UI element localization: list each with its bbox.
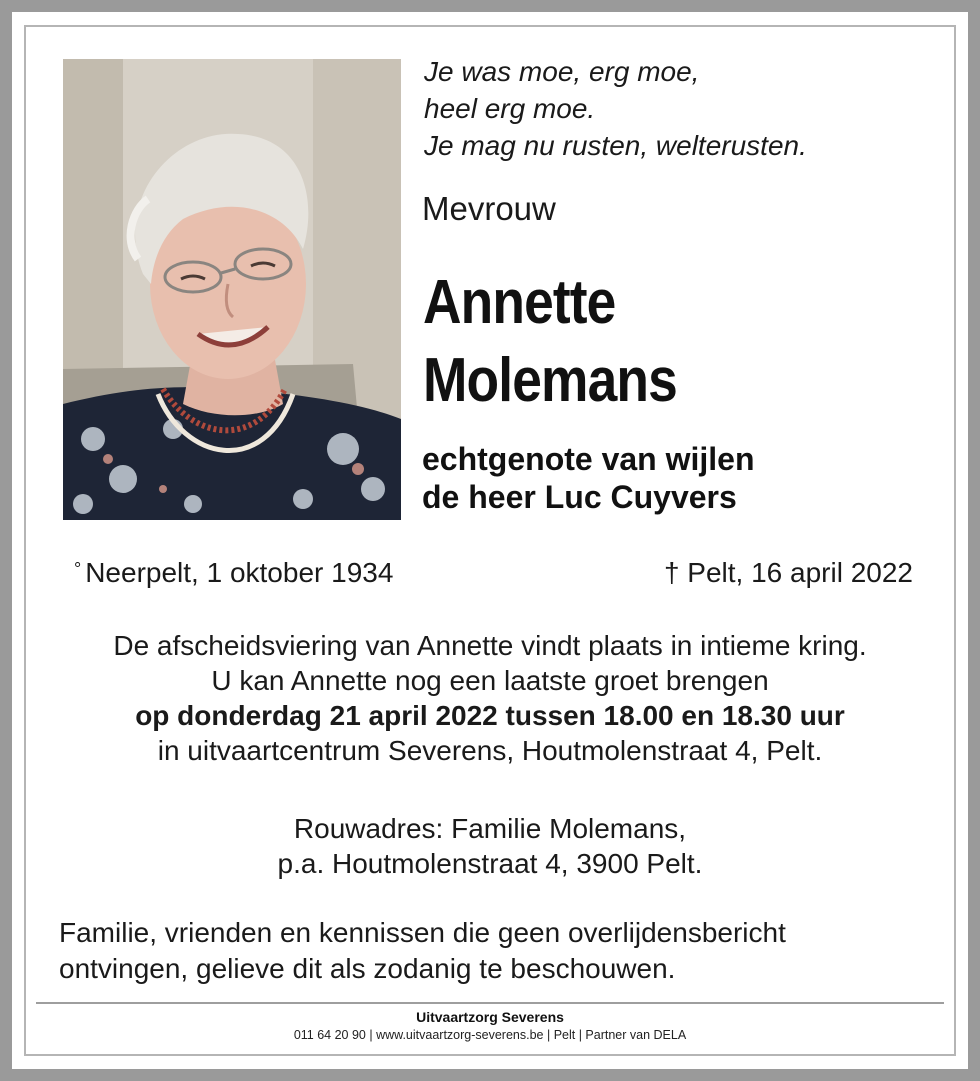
honorific: Mevrouw [422,190,556,227]
last-name: Molemans [423,346,677,415]
footer-divider [36,1002,944,1004]
closing-line: Familie, vrienden en kennissen die geen overlijdensbericht [59,917,786,948]
address-line: Rouwadres: Familie Molemans, [293,813,687,844]
mourning-address [40,811,940,881]
funeral-company: Uitvaartzorg Severens [416,1009,564,1025]
closing-note [59,915,786,987]
spouse-info [422,440,755,516]
birth-date: Neerpelt, 1 oktober 1934 [85,557,394,588]
visitation-time: op donderdag 21 april 2022 tussen 18.00 en 18.30 uur [135,700,845,731]
announcement-line: in uitvaartcentrum Severens, Houtmolenstraat 4, Pelt. [157,735,823,766]
portrait-photo [63,59,401,520]
poem [424,53,807,164]
poem-line: Je was moe, erg moe, [424,56,700,87]
first-name: Annette [423,268,616,337]
spouse-line: echtgenote van wijlen [422,441,755,477]
death-info: † Pelt, 16 april 2022 [663,557,913,588]
poem-line: heel erg moe. [424,93,596,124]
announcement [40,628,940,768]
announcement-line: De afscheidsviering van Annette vindt plaats in intieme kring. [113,630,867,661]
poem-line: Je mag nu rusten, welterusten. [424,130,807,161]
announcement-line: U kan Annette nog een laatste groet brengen [211,665,769,696]
deceased-name [423,264,677,420]
address-line: p.a. Houtmolenstraat 4, 3900 Pelt. [277,848,703,879]
funeral-contact: 011 64 20 90 | www.uitvaartzorg-severens.be | Pelt | Partner van DELA [293,1028,687,1042]
spouse-line: de heer Luc Cuyvers [422,479,737,515]
birth-info [74,557,393,589]
closing-line: ontvingen, gelieve dit als zodanig te beschouwen. [59,953,676,984]
birth-symbol: ° [74,559,82,579]
